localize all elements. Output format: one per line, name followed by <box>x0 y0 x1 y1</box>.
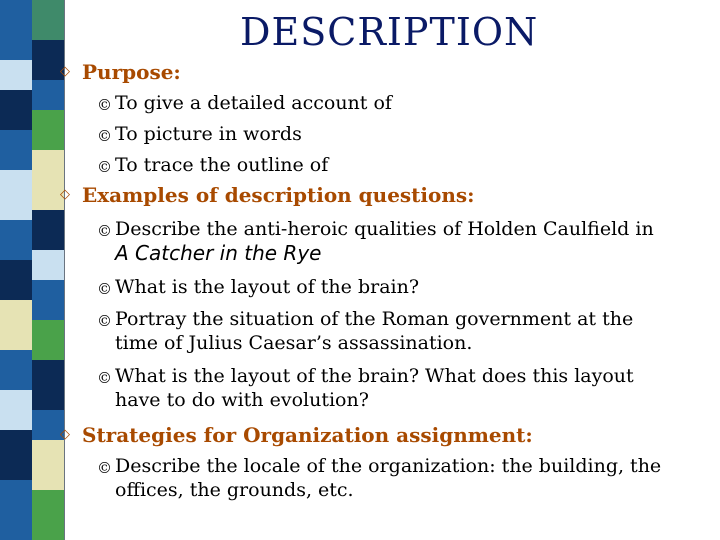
diamond-outline-icon: ◇ <box>60 187 70 202</box>
list-item-text: What is the layout of the brain? What does this layout <box>115 365 634 387</box>
pointer-arrow-icon: © <box>97 459 112 477</box>
list-item-continuation: time of Julius Caesar’s assassination. <box>115 332 473 354</box>
list-item <box>97 364 634 412</box>
pointer-arrow-icon: © <box>97 312 112 330</box>
list-item-continuation: offices, the grounds, etc. <box>115 479 354 501</box>
list-item-text: To picture in words <box>115 123 302 145</box>
pointer-arrow-icon: © <box>97 96 112 114</box>
list-item <box>97 91 392 115</box>
list-item-text: To give a detailed account of <box>115 92 392 114</box>
list-item-text: What is the layout of the brain? <box>115 276 420 298</box>
list-item <box>97 307 634 355</box>
slide-title: DESCRIPTION <box>240 10 539 54</box>
list-item <box>97 153 329 177</box>
pointer-arrow-icon: © <box>97 127 112 145</box>
list-item <box>97 454 662 502</box>
list-item-text: Portray the situation of the Roman government at the <box>115 308 634 330</box>
section-heading-purpose <box>60 60 181 84</box>
pointer-arrow-icon: © <box>97 280 112 298</box>
section-heading-label: Examples of description questions: <box>82 183 475 207</box>
section-heading-label: Purpose: <box>82 60 181 84</box>
diamond-outline-icon: ◇ <box>60 427 70 442</box>
diamond-outline-icon: ◇ <box>60 64 70 79</box>
section-heading-strategies <box>60 423 533 447</box>
pointer-arrow-icon: © <box>97 369 112 387</box>
book-title: A Catcher in the Rye <box>115 241 322 265</box>
list-item-text: To trace the outline of <box>115 154 329 176</box>
list-item-text: Describe the locale of the organization: the building, the <box>115 455 662 477</box>
decorative-side-strip <box>0 0 64 540</box>
list-item <box>97 122 302 146</box>
pointer-arrow-icon: © <box>97 158 112 176</box>
strip-divider <box>64 0 65 540</box>
section-heading-label: Strategies for Organization assignment: <box>82 423 533 447</box>
section-heading-examples <box>60 183 475 207</box>
list-item-text: Describe the anti-heroic qualities of Holden Caulfield in <box>115 218 654 240</box>
list-item <box>97 217 654 265</box>
list-item <box>97 275 420 299</box>
list-item-continuation: have to do with evolution? <box>115 389 369 411</box>
pointer-arrow-icon: © <box>97 222 112 240</box>
